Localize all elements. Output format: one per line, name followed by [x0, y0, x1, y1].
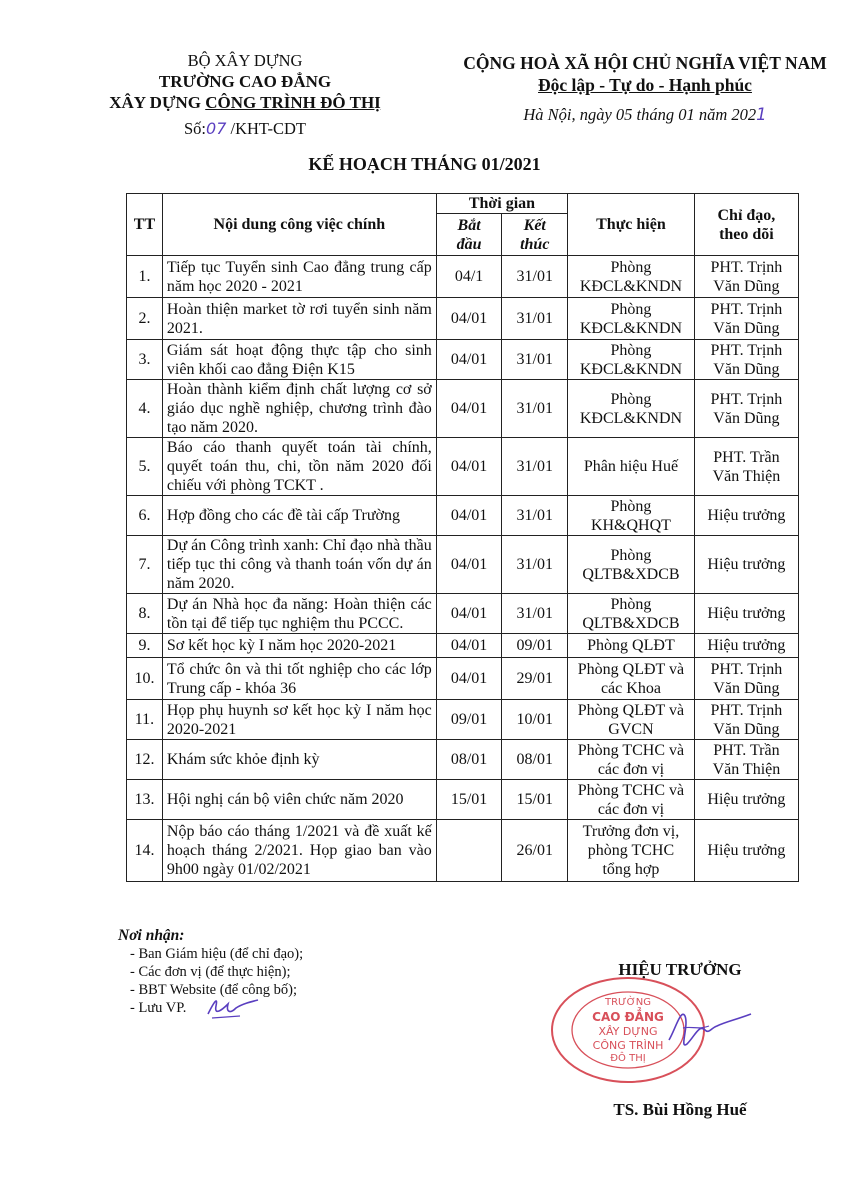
school-name-prefix: XÂY DỰNG: [109, 93, 206, 112]
header-supervisor-l1: Chỉ đạo,: [717, 206, 776, 224]
row-content: Khám sức khỏe định kỳ: [162, 740, 436, 780]
row-content: Hợp đồng cho các đề tài cấp Trường: [162, 496, 436, 536]
row-content: Tiếp tục Tuyển sinh Cao đẳng trung cấp năm học 2020 - 2021: [162, 256, 436, 298]
document-number: [95, 118, 395, 139]
row-end-date: 10/01: [502, 700, 568, 740]
row-number: 9.: [127, 634, 163, 658]
table-row: [127, 496, 799, 536]
row-supervisor: Hiệu trưởng: [694, 780, 798, 820]
row-executor: Phân hiệu Huế: [568, 438, 695, 496]
row-executor: Phòng QLTB&XDCB: [568, 536, 695, 594]
table-row: [127, 380, 799, 438]
table-row: [127, 700, 799, 740]
recipient-item: - BBT Website (để công bố);: [130, 982, 298, 998]
table-row: [127, 658, 799, 700]
header-end-l1: Kết: [523, 216, 546, 234]
row-executor: Phòng TCHC và các đơn vị: [568, 780, 695, 820]
row-content: Giám sát hoạt động thực tập cho sinh viên khối cao đẳng Điện K15: [162, 340, 436, 380]
table-row: [127, 594, 799, 634]
table-row: [127, 634, 799, 658]
handwritten-signature: [665, 1000, 755, 1060]
row-supervisor: PHT. Trịnh Văn Dũng: [694, 658, 798, 700]
row-start-date: 04/1: [436, 256, 502, 298]
doc-no-handwritten: 07: [206, 119, 227, 138]
row-end-date: 31/01: [502, 438, 568, 496]
header-end: [502, 214, 568, 256]
doc-no-label: Số:: [184, 119, 207, 138]
header-start-l1: Bắt: [457, 216, 481, 234]
row-end-date: 31/01: [502, 594, 568, 634]
seal-line: ĐÔ THỊ: [610, 1053, 646, 1064]
row-start-date: 04/01: [436, 496, 502, 536]
row-end-date: 31/01: [502, 536, 568, 594]
header-tt: TT: [127, 194, 163, 256]
school-name-line1: TRƯỜNG CAO ĐẲNG: [158, 72, 332, 91]
row-content: Nộp báo cáo tháng 1/2021 và đề xuất kế hoạch tháng 2/2021. Họp giao ban vào 9h00 ngày 01/02/2021: [162, 820, 436, 882]
row-start-date: 04/01: [436, 340, 502, 380]
row-content: Họp phụ huynh sơ kết học kỳ I năm học 2020-2021: [162, 700, 436, 740]
row-supervisor: Hiệu trưởng: [694, 820, 798, 882]
row-end-date: 31/01: [502, 380, 568, 438]
recipients-title: Nơi nhận:: [118, 927, 185, 944]
school-name-underlined: CÔNG TRÌNH ĐÔ THỊ: [205, 93, 381, 112]
row-number: 13.: [127, 780, 163, 820]
row-start-date: 04/01: [436, 298, 502, 340]
row-start-date: 04/01: [436, 594, 502, 634]
row-supervisor: Hiệu trưởng: [694, 594, 798, 634]
table-row: [127, 536, 799, 594]
seal-line: CÔNG TRÌNH: [592, 1039, 664, 1052]
row-start-date: 15/01: [436, 780, 502, 820]
row-executor: Phòng KH&QHQT: [568, 496, 695, 536]
table-row: [127, 256, 799, 298]
row-start-date: 08/01: [436, 740, 502, 780]
nation-name: CỘNG HOÀ XÃ HỘI CHỦ NGHĨA VIỆT NAM: [463, 53, 827, 73]
row-content: Dự án Công trình xanh: Chỉ đạo nhà thầu tiếp tục thi công và thanh toán vốn dự án năm 2020.: [162, 536, 436, 594]
header-supervisor: [694, 194, 798, 256]
header-start: [436, 214, 502, 256]
recipient-item: - Ban Giám hiệu (để chỉ đạo);: [130, 946, 304, 962]
plan-title: KẾ HOẠCH THÁNG 01/2021: [308, 154, 541, 174]
row-supervisor: PHT. Trịnh Văn Dũng: [694, 256, 798, 298]
row-supervisor: Hiệu trưởng: [694, 536, 798, 594]
row-executor: Trưởng đơn vị, phòng TCHC tổng hợp: [568, 820, 695, 882]
row-end-date: 31/01: [502, 256, 568, 298]
row-executor: Phòng KĐCL&KNDN: [568, 380, 695, 438]
national-header: [450, 52, 840, 126]
row-supervisor: PHT. Trịnh Văn Dũng: [694, 700, 798, 740]
row-executor: Phòng KĐCL&KNDN: [568, 298, 695, 340]
row-end-date: 29/01: [502, 658, 568, 700]
header-supervisor-l2: theo dõi: [719, 225, 774, 243]
recipient-item: - Lưu VP.: [130, 1000, 187, 1016]
row-start-date: 04/01: [436, 438, 502, 496]
header-end-l2: thúc: [520, 235, 550, 253]
place-date: [450, 104, 840, 126]
recipient-item: - Các đơn vị (để thực hiện);: [130, 964, 291, 980]
ministry-name: BỘ XÂY DỰNG: [187, 51, 303, 70]
row-number: 10.: [127, 658, 163, 700]
plan-table: [126, 193, 799, 882]
row-number: 12.: [127, 740, 163, 780]
table-row: [127, 438, 799, 496]
row-number: 8.: [127, 594, 163, 634]
row-end-date: 08/01: [502, 740, 568, 780]
row-content: Tổ chức ôn và thi tốt nghiệp cho các lớp Trung cấp - khóa 36: [162, 658, 436, 700]
row-end-date: 15/01: [502, 780, 568, 820]
header-executor: Thực hiện: [568, 194, 695, 256]
row-content: Báo cáo thanh quyết toán tài chính, quyết toán thu, chi, tồn năm 2020 đối chiếu với phòng TCKT .: [162, 438, 436, 496]
row-executor: Phòng QLĐT và các Khoa: [568, 658, 695, 700]
row-end-date: 26/01: [502, 820, 568, 882]
row-executor: Phòng QLĐT: [568, 634, 695, 658]
row-start-date: 04/01: [436, 380, 502, 438]
row-supervisor: PHT. Trần Văn Thiện: [694, 438, 798, 496]
school-name-line2: [95, 92, 395, 113]
row-number: 2.: [127, 298, 163, 340]
seal-line: TRƯỜNG: [605, 997, 651, 1008]
row-content: Hoàn thành kiểm định chất lượng cơ sở giáo dục nghề nghiệp, chương trình đào tạo năm 2020.: [162, 380, 436, 438]
row-supervisor: PHT. Trịnh Văn Dũng: [694, 380, 798, 438]
row-number: 6.: [127, 496, 163, 536]
date-handwritten-digit: 1: [756, 105, 767, 124]
row-executor: Phòng KĐCL&KNDN: [568, 340, 695, 380]
row-content: Hoàn thiện market tờ rơi tuyển sinh năm 2021.: [162, 298, 436, 340]
row-supervisor: PHT. Trịnh Văn Dũng: [694, 298, 798, 340]
doc-no-suffix: /KHT-CDT: [226, 119, 306, 138]
row-end-date: 31/01: [502, 496, 568, 536]
row-content: Dự án Nhà học đa năng: Hoàn thiện các tồn tại để tiếp tục nghiệm thu PCCC.: [162, 594, 436, 634]
row-executor: Phòng QLTB&XDCB: [568, 594, 695, 634]
table-row: [127, 340, 799, 380]
row-start-date: 04/01: [436, 658, 502, 700]
row-executor: Phòng QLĐT và GVCN: [568, 700, 695, 740]
row-end-date: 31/01: [502, 340, 568, 380]
table-row: [127, 820, 799, 882]
row-executor: Phòng TCHC và các đơn vị: [568, 740, 695, 780]
date-text: Hà Nội, ngày 05 tháng 01 năm 202: [523, 105, 757, 124]
row-content: Sơ kết học kỳ I năm học 2020-2021: [162, 634, 436, 658]
national-motto: Độc lập - Tự do - Hạnh phúc: [538, 75, 752, 95]
row-number: 14.: [127, 820, 163, 882]
row-number: 7.: [127, 536, 163, 594]
signer-title: HIỆU TRƯỞNG: [618, 960, 742, 979]
row-number: 3.: [127, 340, 163, 380]
row-content: Hội nghị cán bộ viên chức năm 2020: [162, 780, 436, 820]
row-number: 5.: [127, 438, 163, 496]
row-number: 11.: [127, 700, 163, 740]
handwritten-initials: [200, 992, 260, 1022]
signer-name: TS. Bùi Hồng Huế: [613, 1100, 747, 1119]
row-supervisor: PHT. Trịnh Văn Dũng: [694, 340, 798, 380]
row-start-date: [436, 820, 502, 882]
seal-line: CAO ĐẲNG: [592, 1010, 664, 1024]
table-row: [127, 298, 799, 340]
header-content: Nội dung công việc chính: [162, 194, 436, 256]
issuer-block: [95, 50, 395, 139]
row-supervisor: PHT. Trần Văn Thiện: [694, 740, 798, 780]
row-end-date: 31/01: [502, 298, 568, 340]
row-executor: Phòng KĐCL&KNDN: [568, 256, 695, 298]
row-start-date: 04/01: [436, 634, 502, 658]
row-supervisor: Hiệu trưởng: [694, 634, 798, 658]
row-end-date: 09/01: [502, 634, 568, 658]
row-start-date: 09/01: [436, 700, 502, 740]
table-row: [127, 740, 799, 780]
header-time: Thời gian: [436, 194, 567, 214]
seal-line: XÂY DỰNG: [598, 1025, 658, 1038]
row-number: 4.: [127, 380, 163, 438]
row-supervisor: Hiệu trưởng: [694, 496, 798, 536]
header-start-l2: đầu: [456, 235, 482, 253]
row-number: 1.: [127, 256, 163, 298]
row-start-date: 04/01: [436, 536, 502, 594]
table-row: [127, 780, 799, 820]
